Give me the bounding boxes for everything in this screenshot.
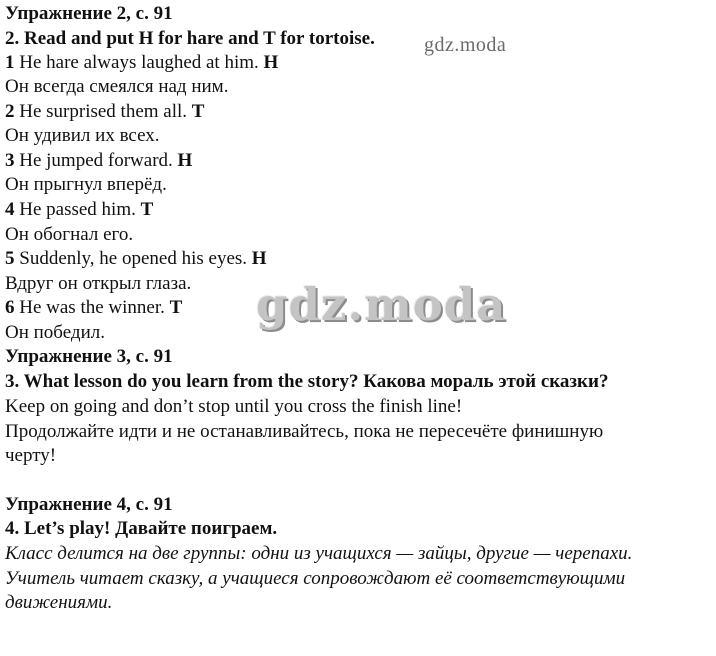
watermark-big: gdz.moda bbox=[256, 278, 507, 331]
ex3-heading: Упражнение 3, с. 91 bbox=[5, 346, 173, 367]
item-answer: T bbox=[191, 101, 205, 122]
ex4-heading: Упражнение 4, с. 91 bbox=[5, 494, 173, 515]
item-text: Suddenly, he opened his eyes. bbox=[14, 248, 252, 269]
item-answer: H bbox=[251, 248, 267, 269]
ex2-item-2 bbox=[5, 101, 204, 123]
ex3-answer-ru-line-2: черту! bbox=[5, 445, 57, 466]
watermark-small: gdz.moda bbox=[424, 34, 507, 56]
item-number: 4 bbox=[5, 199, 15, 220]
item-number: 2 bbox=[5, 101, 15, 122]
ex4-task: 4. Let’s play! Давайте поиграем. bbox=[5, 518, 278, 539]
item-text: He passed him. bbox=[14, 199, 141, 220]
ex2-item-4-translation: Он обогнал его. bbox=[5, 224, 134, 245]
item-number: 6 bbox=[5, 297, 15, 318]
ex2-item-3-translation: Он прыгнул вперёд. bbox=[5, 174, 167, 195]
item-text: He jumped forward. bbox=[14, 150, 178, 171]
ex2-item-1 bbox=[5, 52, 278, 74]
ex2-item-6 bbox=[5, 297, 182, 319]
ex2-task: 2. Read and put H for hare and T for tortoise. bbox=[5, 28, 375, 49]
ex3-task: 3. What lesson do you learn from the story? Какова мораль этой сказки? bbox=[5, 371, 609, 392]
ex3-answer-ru-line-1: Продолжайте идти и не останавливайтесь, пока не пересечёте финишную bbox=[5, 421, 604, 442]
item-answer: H bbox=[263, 52, 279, 73]
ex3-answer-en: Keep on going and don’t stop until you cross the finish line! bbox=[5, 396, 463, 417]
item-answer: T bbox=[140, 199, 154, 220]
ex2-item-2-translation: Он удивил их всех. bbox=[5, 125, 160, 146]
item-answer: H bbox=[177, 150, 193, 171]
ex4-note-line-2: Учитель читает сказку, а учащиеся сопровождают её соответствующими bbox=[5, 568, 626, 589]
item-answer: T bbox=[169, 297, 183, 318]
ex4-note-line-3: движениями. bbox=[5, 592, 113, 613]
ex4-note-line-1: Класс делится на две группы: одни из учащихся — зайцы, другие — черепахи. bbox=[5, 543, 633, 564]
ex2-item-1-translation: Он всегда смеялся над ним. bbox=[5, 76, 229, 97]
ex2-item-5-translation: Вдруг он открыл глаза. bbox=[5, 273, 192, 294]
item-text: He was the winner. bbox=[14, 297, 170, 318]
item-number: 3 bbox=[5, 150, 15, 171]
ex2-item-4 bbox=[5, 199, 153, 221]
item-text: He surprised them all. bbox=[14, 101, 192, 122]
ex2-heading: Упражнение 2, с. 91 bbox=[5, 3, 173, 24]
item-number: 5 bbox=[5, 248, 15, 269]
ex2-item-3 bbox=[5, 150, 192, 172]
item-number: 1 bbox=[5, 52, 15, 73]
item-text: He hare always laughed at him. bbox=[14, 52, 264, 73]
ex2-item-6-translation: Он победил. bbox=[5, 322, 105, 343]
ex2-item-5 bbox=[5, 248, 267, 270]
